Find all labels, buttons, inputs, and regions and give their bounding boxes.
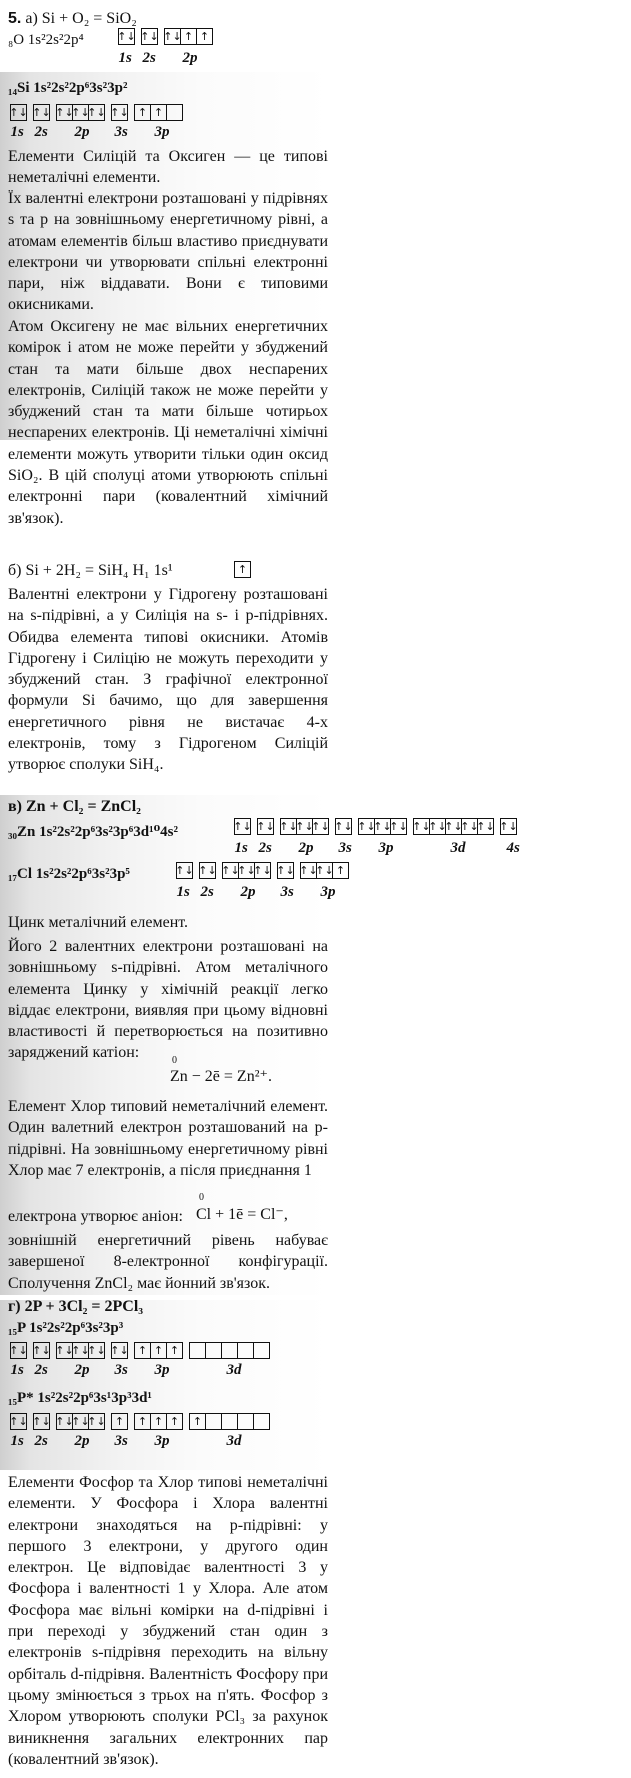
task-b-equation xyxy=(8,560,173,581)
zinc-orbital-diagram xyxy=(234,818,516,835)
orbital-label: 2p xyxy=(74,1362,90,1378)
orbital-cell: ↑ xyxy=(166,1413,183,1430)
orbital-label: 1s xyxy=(118,50,132,66)
orbital-cell: ↑ xyxy=(166,1342,183,1359)
orbital-cell: ↑↓ xyxy=(87,1415,106,1428)
orbital-cell: ↑↓ xyxy=(373,820,392,833)
orbital-cell: ↑↓ xyxy=(334,820,353,833)
orbital-group xyxy=(134,1413,182,1430)
orbital-cell: ↑↓ xyxy=(140,30,159,43)
orbital-group xyxy=(280,818,328,835)
orbital-label: 2p xyxy=(240,884,256,900)
orbital-cell: ↑ xyxy=(189,1413,206,1430)
orbital-group xyxy=(189,1413,269,1430)
orbital-cell: ↑↓ xyxy=(9,1415,28,1428)
chlorine-config: ₁₇Cl 1s²2s²2p⁶3s²3p⁵ xyxy=(8,866,130,882)
orbital-cell: ↑ xyxy=(111,1413,128,1430)
orbital-label: 3s xyxy=(114,1433,128,1449)
orbital-cell xyxy=(189,1342,206,1359)
orbital-cell: ↑↓ xyxy=(9,1344,28,1357)
orbital-cell: ↑↓ xyxy=(428,820,447,833)
orbital-cell: ↑ xyxy=(134,1413,151,1430)
task-a-equation xyxy=(8,8,137,29)
orbital-cell: ↑↓ xyxy=(117,30,136,43)
oxidation-zero: 0 xyxy=(199,1192,204,1203)
orbital-cell: ↑↓ xyxy=(32,1344,51,1357)
orbital-cell: ↑↓ xyxy=(71,1344,90,1357)
orbital-cell xyxy=(166,104,183,121)
orbital-label: 3p xyxy=(154,1362,170,1378)
orbital-cell: ↑ xyxy=(134,1342,151,1359)
orbital-cell: ↑ xyxy=(150,1413,167,1430)
orbital-label: 4s xyxy=(506,840,520,856)
orbital-group xyxy=(56,1413,104,1430)
orbital-cell: ↑↓ xyxy=(87,1344,106,1357)
orbital-cell xyxy=(221,1413,238,1430)
orbital-group xyxy=(358,818,406,835)
chlorine-ion-equation: Cl + 1ē = Cl⁻, xyxy=(196,1206,288,1223)
orbital-label: 3p xyxy=(378,840,394,856)
orbital-group xyxy=(111,1413,127,1430)
orbital-cell: ↑↓ xyxy=(221,864,240,877)
orbital-group xyxy=(176,862,192,879)
orbital-label: 3d xyxy=(226,1362,242,1378)
orbital-group xyxy=(164,28,212,45)
orbital-cell: ↑ xyxy=(332,862,349,879)
orbital-cell xyxy=(205,1413,222,1430)
orbital-cell: ↑↓ xyxy=(499,820,518,833)
orbital-group xyxy=(134,1342,182,1359)
orbital-group xyxy=(118,28,134,45)
orbital-cell: ↑↓ xyxy=(276,864,295,877)
zinc-ion-equation: Zn − 2ē = Zn²⁺. xyxy=(170,1068,272,1085)
orbital-group xyxy=(300,862,348,879)
orbital-cell: ↑↓ xyxy=(412,820,431,833)
orbital-label: 3s xyxy=(114,1362,128,1378)
orbital-group xyxy=(10,104,26,121)
orbital-group xyxy=(111,1342,127,1359)
orbital-cell: ↑ xyxy=(150,104,167,121)
task-c-equation: в) Zn + Cl₂ = ZnCl₂ xyxy=(8,798,141,815)
orbital-label: 2s xyxy=(258,840,272,856)
phosphorus-excited-config: ₁₅P* 1s²2s²2p⁶3s¹3p³3d¹ xyxy=(8,1390,152,1406)
orbital-group xyxy=(234,818,250,835)
paragraph: Атом Оксигену не має вільних енергетичних комірок і атом не може перейти у збуджений стан та мати більше двох неспарених електронів, Силіцій також не може перейти у збуджений стан та мати більше чотирьох неспарених електронів. Ці неметалічні хімічні елементи можуть утворити тільки один оксид SiO₂. В цій сполуці атоми утворюють спільні електронні пари (ковалентний хімічний зв'язок). xyxy=(8,318,328,527)
orbital-cell: ↑ xyxy=(150,1342,167,1359)
task-number: 5. xyxy=(8,10,22,27)
orbital-group xyxy=(335,818,351,835)
orbital-cell: ↑↓ xyxy=(71,106,90,119)
orbital-label: 2s xyxy=(34,124,48,140)
orbital-group xyxy=(56,104,104,121)
paragraph: Елемент Хлор типовий неметалічний елемент. Один валетний електрон розташований на p-підрівні. На зовнішньому енергетичному рівні Хлор має 7 електронів, а після приєднання 1 xyxy=(8,1098,328,1179)
orbital-group xyxy=(10,1342,26,1359)
phosphorus-excited-orbital-diagram xyxy=(10,1413,269,1430)
orbital-cell xyxy=(205,1342,222,1359)
orbital-cell: ↑↓ xyxy=(233,820,252,833)
orbital-cell: ↑↓ xyxy=(55,1415,74,1428)
orbital-label: 2p xyxy=(74,1433,90,1449)
orbital-cell: ↑↓ xyxy=(460,820,479,833)
orbital-label: 1s xyxy=(234,840,248,856)
paragraph: Його 2 валентних електрони розташовані на зовнішньому s-підрівні. Атом металічного елемента Цинку у хімічній реакції легко віддає електрони, виявляя при цьому відновні властивості й перетворюється на позитивно заряджений катіон: xyxy=(8,938,328,1062)
orbital-cell xyxy=(237,1413,254,1430)
orbital-cell: ↑↓ xyxy=(32,106,51,119)
orbital-label: 2s xyxy=(200,884,214,900)
orbital-cell: ↑↓ xyxy=(253,864,272,877)
orbital-label: 1s xyxy=(10,1433,24,1449)
orbital-cell: ↑↓ xyxy=(311,820,330,833)
phosphorus-config: ₁₅P 1s²2s²2p⁶3s²3p³ xyxy=(8,1320,124,1336)
orbital-cell: ↑↓ xyxy=(299,864,318,877)
orbital-group xyxy=(10,1413,26,1430)
equation-text: а) Si + O₂ = SiO₂ xyxy=(25,10,137,27)
zinc-config: ₃₀Zn 1s²2s²2p⁶3s²3p⁶3d¹⁰4s² xyxy=(8,824,179,840)
orbital-cell: ↑↓ xyxy=(55,1344,74,1357)
orbital-group xyxy=(500,818,516,835)
orbital-cell: ↑ xyxy=(180,28,197,45)
orbital-label: 3s xyxy=(114,124,128,140)
orbital-cell: ↑ xyxy=(196,28,213,45)
orbital-cell: ↑↓ xyxy=(163,30,182,43)
orbital-cell xyxy=(237,1342,254,1359)
orbital-label: 1s xyxy=(176,884,190,900)
orbital-cell: ↑↓ xyxy=(71,1415,90,1428)
orbital-group xyxy=(257,818,273,835)
orbital-group xyxy=(222,862,270,879)
orbital-label: 1s xyxy=(10,124,24,140)
orbital-cell xyxy=(253,1342,270,1359)
orbital-cell: ↑↓ xyxy=(237,864,256,877)
orbital-group xyxy=(277,862,293,879)
paragraph: Цинк металічний елемент. xyxy=(8,914,189,931)
orbital-cell: ↑↓ xyxy=(295,820,314,833)
orbital-cell: ↑↓ xyxy=(389,820,408,833)
orbital-label: 3d xyxy=(226,1433,242,1449)
orbital-cell: ↑↓ xyxy=(175,864,194,877)
paragraph: Елементи Силіцій та Оксиген — це типові неметалічні елементи. xyxy=(8,148,328,187)
oxygen-config: ₈O 1s²2s²2p⁴ xyxy=(8,32,84,48)
paragraph: Їх валентні електрони розташовані у підрівнях s та p на зовнішньому енергетичному рівні, а атомам елементів більш властиво приєднувати електрони чи утворювати спільні електронні пари, ніж віддавати. Вони є типовими окисниками. xyxy=(8,190,328,314)
orbital-group xyxy=(199,862,215,879)
paragraph: Елементи Фосфор та Хлор типові неметалічні елементи. У Фосфора і Хлора валентні електрони знаходяться на p-підрівні: у першого 3 електрони, у другого один електрон. Це відповідає валентності 3 у Фосфора і валентності 1 у Хлора. Але атом Фосфора має вільні комірки на d-підрівні і при переході у збуджений стан один з електронів s-підрівня переходить на вільну орбіталь d-підрівня. Валентність Фосфору при цьому змінюється з трьох на п'ять. Фосфор з Хлором утворюють сполуки PCl₃ за рахунок виникнення загальних електронних пар (ковалентний зв'язок). xyxy=(8,1474,328,1768)
orbital-cell xyxy=(221,1342,238,1359)
orbital-label: 3s xyxy=(338,840,352,856)
paragraph-line: електрона утворює аніон: xyxy=(8,1208,183,1225)
orbital-cell: ↑↓ xyxy=(32,1415,51,1428)
orbital-label: 3p xyxy=(320,884,336,900)
orbital-label: 2s xyxy=(142,50,156,66)
orbital-label: 3s xyxy=(280,884,294,900)
silicon-config: ₁₄Si 1s²2s²2p⁶3s²3p² xyxy=(8,80,128,96)
orbital-cell: ↑↓ xyxy=(256,820,275,833)
orbital-group xyxy=(141,28,157,45)
phosphorus-orbital-diagram xyxy=(10,1342,269,1359)
orbital-cell xyxy=(253,1413,270,1430)
orbital-group xyxy=(189,1342,269,1359)
hydrogen-orbital-diagram xyxy=(234,561,250,578)
orbital-group xyxy=(413,818,493,835)
orbital-cell: ↑↓ xyxy=(87,106,106,119)
orbital-label: 2s xyxy=(34,1362,48,1378)
silicon-orbital-diagram xyxy=(10,104,182,121)
oxygen-orbital-diagram xyxy=(118,28,212,45)
orbital-cell: ↑↓ xyxy=(55,106,74,119)
orbital-group xyxy=(111,104,127,121)
orbital-cell: ↑↓ xyxy=(357,820,376,833)
orbital-group xyxy=(234,561,250,578)
orbital-group xyxy=(56,1342,104,1359)
orbital-cell: ↑↓ xyxy=(9,106,28,119)
orbital-cell: ↑↓ xyxy=(198,864,217,877)
paragraph: зовнішній енергетичний рівень набуває завершеної 8-електронної конфігурації. Сполучення ZnCl₂ має йонний зв'язок. xyxy=(8,1232,328,1292)
paragraph: Валентні електрони у Гідрогену розташовані на s-підрівні, а у Силіція на s- і p-підрівнях. Обидва елемента типові окисники. Атомів Гідрогену і Силіцію не можуть переходити у збуджений стан. З графічної електронної формули Si бачимо, що для завершення енергетичного рівня не вистачає 4-х електронів, тому з Гідрогеном Силіцій утворює сполуки SiH₄. xyxy=(8,586,328,774)
orbital-cell: ↑↓ xyxy=(110,1344,129,1357)
orbital-group xyxy=(33,1413,49,1430)
orbital-label: 3d xyxy=(450,840,466,856)
orbital-cell: ↑ xyxy=(134,104,151,121)
equation-text: б) Si + 2H₂ = SiH₄ H₁ 1s¹ xyxy=(8,562,173,579)
orbital-label: 2p xyxy=(298,840,314,856)
task-d-equation: г) 2P + 3Cl₂ = 2PCl₃ xyxy=(8,1298,144,1315)
orbital-group xyxy=(33,1342,49,1359)
orbital-cell: ↑↓ xyxy=(279,820,298,833)
orbital-label: 3p xyxy=(154,124,170,140)
chlorine-orbital-diagram xyxy=(176,862,348,879)
orbital-group xyxy=(134,104,182,121)
oxidation-zero: 0 xyxy=(172,1055,177,1066)
orbital-label: 2p xyxy=(182,50,198,66)
orbital-label: 3p xyxy=(154,1433,170,1449)
orbital-cell: ↑↓ xyxy=(476,820,495,833)
orbital-label: 2p xyxy=(74,124,90,140)
orbital-cell: ↑↓ xyxy=(444,820,463,833)
orbital-label: 1s xyxy=(10,1362,24,1378)
orbital-cell: ↑↓ xyxy=(315,864,334,877)
orbital-cell: ↑ xyxy=(234,561,251,578)
orbital-cell: ↑↓ xyxy=(110,106,129,119)
orbital-label: 2s xyxy=(34,1433,48,1449)
orbital-group xyxy=(33,104,49,121)
